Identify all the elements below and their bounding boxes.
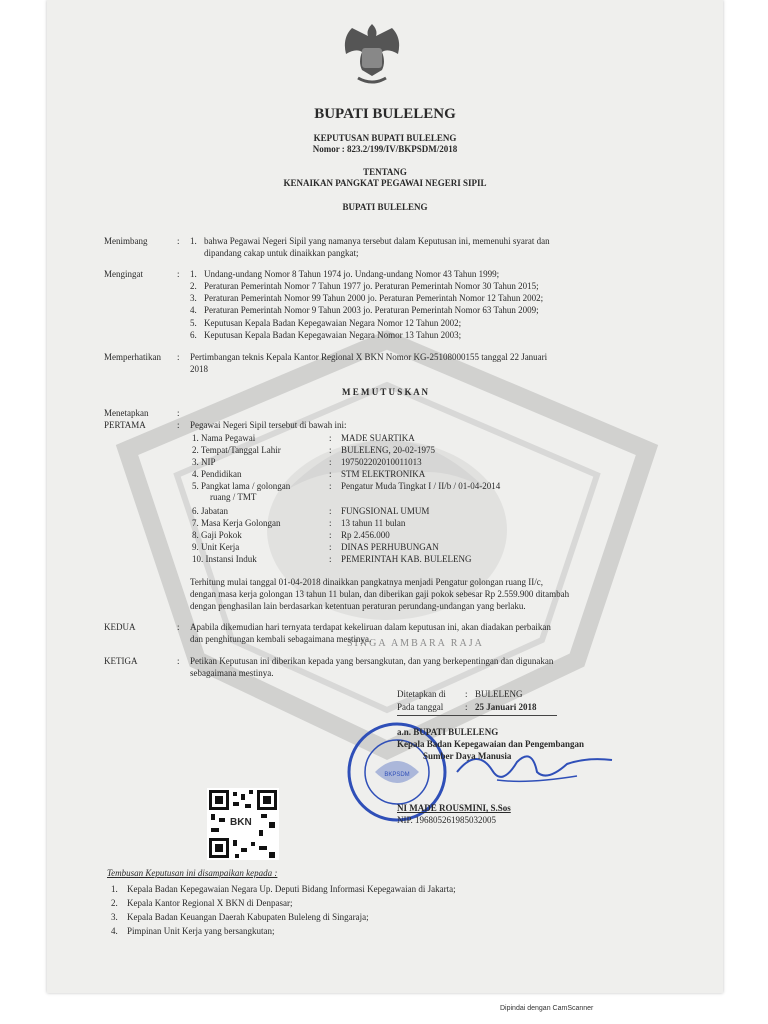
svg-text:BKPSDM: BKPSDM (384, 772, 410, 778)
signatory-office-1: Kepala Badan Kepegawaian dan Pengembangan (397, 739, 585, 749)
decree-title: KEPUTUSAN BUPATI BULELENG (313, 133, 457, 143)
pertama-para-2: dengan masa kerja golongan 13 tahun 11 bulan, dan diberikan gaji pokok sebesar Rp 2.559.900 ditambah (190, 589, 570, 599)
pertama-para-3: dengan penghasilan lain berdasarkan ketentuan peraturan perundang-undangan yang berlaku. (190, 601, 526, 611)
field-label: 5. Pangkat lama / golongan (192, 481, 291, 491)
mengingat-num: 3. (190, 293, 197, 303)
colon: : (329, 469, 332, 479)
memutuskan-heading: M E M U T U S K A N (342, 387, 428, 397)
field-value: STM ELEKTRONIKA (341, 469, 426, 479)
colon: : (329, 481, 332, 491)
field-label: 8. Gaji Pokok (192, 530, 242, 540)
field-value: BULELENG, 20-02-1975 (341, 445, 435, 455)
mengingat-item: Peraturan Pemerintah Nomor 9 Tahun 2003 jo. Peraturan Pemerintah Nomor 63 Tahun 2009; (204, 305, 539, 315)
menimbang-label: Menimbang (104, 236, 148, 246)
colon: : (329, 554, 332, 564)
tembusan-item: Pimpinan Unit Kerja yang bersangkutan; (127, 926, 275, 936)
signatory-nip: NIP. 196805261985032005 (397, 815, 497, 825)
place-label: Ditetapkan di (397, 689, 446, 699)
pertama-intro: Pegawai Negeri Sipil tersebut di bawah ini: (190, 420, 347, 430)
field-label: 9. Unit Kerja (192, 542, 240, 552)
subject-title: KENAIKAN PANGKAT PEGAWAI NEGERI SIPIL (283, 178, 487, 188)
mengingat-num: 2. (190, 281, 197, 291)
colon: : (329, 530, 332, 540)
signatory-office-2: Sumber Daya Manusia (423, 751, 512, 761)
mengingat-num: 6. (190, 330, 197, 340)
ketiga-line-2: sebagaimana mestinya. (190, 668, 274, 678)
tembusan-item: Kepala Badan Keuangan Daerah Kabupaten Buleleng di Singaraja; (127, 912, 369, 922)
memperhatikan-label: Memperhatikan (104, 352, 161, 362)
field-value: FUNGSIONAL UMUM (341, 506, 430, 516)
field-value: Pengatur Muda Tingkat I / II/b / 01-04-2014 (341, 481, 501, 491)
field-label-cont: ruang / TMT (210, 492, 257, 502)
field-label: 6. Jabatan (192, 506, 228, 516)
mengingat-num: 5. (190, 318, 197, 328)
colon: : (329, 457, 332, 467)
document-page (47, 0, 723, 993)
scanner-footer: Dipindai dengan CamScanner (500, 1005, 594, 1012)
colon: : (465, 689, 468, 699)
field-label: 10. Instansi Induk (192, 554, 257, 564)
tembusan-num: 4. (111, 926, 118, 936)
field-label: 2. Tempat/Tanggal Lahir (192, 445, 281, 455)
colon: : (465, 702, 468, 712)
divider (397, 715, 557, 716)
kedua-line-1: Apabila dikemudian hari ternyata terdapat kekeliruan dalam keputusan ini, akan diadakan perbaikan (190, 622, 551, 632)
field-value: DINAS PERHUBUNGAN (341, 542, 439, 552)
mengingat-item: Keputusan Kepala Badan Kepegawaian Negara Nomor 12 Tahun 2002; (204, 318, 462, 328)
mengingat-item: Keputusan Kepala Badan Kepegawaian Negara Nomor 13 Tahun 2003; (204, 330, 462, 340)
menimbang-line-2: dipandang cakap untuk dinaikkan pangkat; (204, 248, 359, 258)
signatory-an: a.n. BUPATI BULELENG (397, 727, 499, 737)
tembusan-num: 3. (111, 912, 118, 922)
ketiga-label: KETIGA (104, 656, 138, 666)
field-label: 4. Pendidikan (192, 469, 242, 479)
colon: : (177, 352, 180, 362)
menetapkan-label: Menetapkan (104, 408, 149, 418)
watermark-text: SINGA AMBARA RAJA (347, 638, 484, 649)
pertama-para-1: Terhitung mulai tanggal 01-04-2018 dinaikkan pangkatnya menjadi Pengatur golongan ruang II/c, (190, 577, 544, 587)
issuer-title: BUPATI BULELENG (342, 202, 428, 212)
decree-number: Nomor : 823.2/199/IV/BKPSDM/2018 (312, 144, 458, 154)
menimbang-line-1: bahwa Pegawai Negeri Sipil yang namanya tersebut dalam Keputusan ini, memenuhi syarat dan (204, 236, 550, 246)
memperhatikan-line-1: Pertimbangan teknis Kepala Kantor Regional X BKN Nomor KG-25108000155 tanggal 22 Januari (190, 352, 548, 362)
tembusan-item: Kepala Badan Kepegawaian Negara Up. Deputi Bidang Informasi Kepegawaian di Jakarta; (127, 884, 456, 894)
page-title: BUPATI BULELENG (314, 106, 456, 122)
field-label: 3. NIP (192, 457, 216, 467)
signatory-name: NI MADE ROUSMINI, S.Sos (397, 803, 511, 813)
memperhatikan-line-2: 2018 (190, 364, 208, 374)
colon: : (329, 433, 332, 443)
about-label: TENTANG (363, 167, 407, 177)
colon: : (329, 506, 332, 516)
field-value: Rp 2.456.000 (341, 530, 390, 540)
tembusan-num: 2. (111, 898, 118, 908)
field-label: 1. Nama Pegawai (192, 433, 256, 443)
place-value: BULELENG (475, 689, 523, 699)
ketiga-line-1: Petikan Keputusan ini diberikan kepada yang bersangkutan, dan yang berkepentingan dan digunakan (190, 656, 554, 666)
colon: : (329, 445, 332, 455)
colon: : (177, 236, 180, 246)
kedua-line-2: dan penghitungan kembali sebagaimana mestinya. (190, 634, 372, 644)
colon: : (329, 542, 332, 552)
field-value: MADE SUARTIKA (341, 433, 415, 443)
field-value: 197502202010011013 (341, 457, 422, 467)
kedua-label: KEDUA (104, 622, 136, 632)
pertama-label: PERTAMA (104, 420, 146, 430)
garuda-emblem-icon (332, 18, 412, 90)
date-value: 25 Januari 2018 (475, 702, 537, 712)
menimbang-num: 1. (190, 236, 197, 246)
field-label: 7. Masa Kerja Golongan (192, 518, 281, 528)
colon: : (177, 656, 180, 666)
mengingat-item: Peraturan Pemerintah Nomor 99 Tahun 2000 jo. Peraturan Pemerintah Nomor 12 Tahun 2002; (204, 293, 544, 303)
mengingat-num: 4. (190, 305, 197, 315)
mengingat-label: Mengingat (104, 269, 143, 279)
qr-label: BKN (230, 817, 252, 828)
mengingat-item: Peraturan Pemerintah Nomor 7 Tahun 1977 jo. Peraturan Pemerintah Nomor 30 Tahun 2015; (204, 281, 539, 291)
mengingat-item: Undang-undang Nomor 8 Tahun 1974 jo. Undang-undang Nomor 43 Tahun 1999; (204, 269, 500, 279)
field-value: 13 tahun 11 bulan (341, 518, 406, 528)
date-label: Pada tanggal (397, 702, 444, 712)
colon: : (177, 622, 180, 632)
tembusan-num: 1. (111, 884, 118, 894)
mengingat-num: 1. (190, 269, 197, 279)
colon: : (177, 269, 180, 279)
tembusan-title: Tembusan Keputusan ini disampaikan kepada : (107, 868, 278, 878)
colon: : (177, 420, 180, 430)
field-value: PEMERINTAH KAB. BULELENG (341, 554, 472, 564)
colon: : (177, 408, 180, 418)
tembusan-item: Kepala Kantor Regional X BKN di Denpasar; (127, 898, 293, 908)
colon: : (329, 518, 332, 528)
